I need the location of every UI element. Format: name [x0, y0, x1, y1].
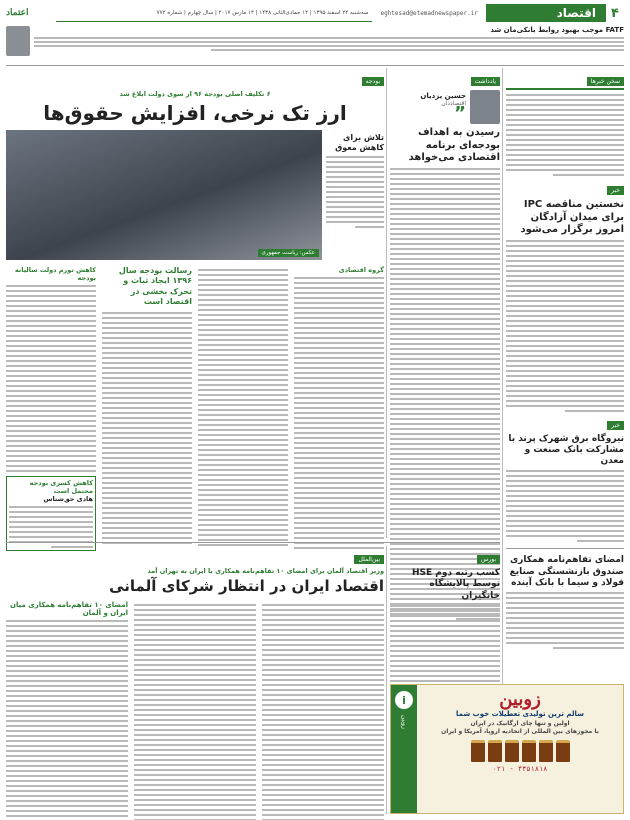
photo-caption: عکس: ریاست جمهوری [258, 249, 319, 257]
opinion-role: اقتصاددان [441, 100, 466, 108]
quote-icon: ” [454, 103, 466, 125]
lead-section-label: گروه اقتصادی [338, 266, 384, 274]
opinion-author: حسین یزدیان [420, 92, 466, 101]
ipc-body [506, 240, 624, 412]
ipc-headline: نخستین مناقصه IPC برای میدان آزادگان امروز برگزار می‌شود [520, 199, 624, 235]
lead-body-col3 [102, 312, 192, 544]
lead-body-col2 [198, 269, 288, 546]
opinion-tag: یادداشت [471, 77, 500, 86]
lead-side-title: تلاش برای کاهش معوق [335, 133, 384, 152]
info-icon: i [395, 691, 413, 709]
germany-story [6, 546, 384, 814]
germany-headline: اقتصاد ایران در انتظار شرکای آلمانی [109, 577, 384, 595]
lead-author-box [6, 476, 96, 551]
fund-headline: امضای تفاهم‌نامه همکاری صندوق بازنشستگی صنایع فولاد و سیما با بانک آینده [509, 555, 624, 588]
germany-tag: بین‌الملل [354, 555, 384, 564]
top-news-body [34, 37, 624, 51]
opinion-column [390, 68, 500, 538]
right-column-tag: سخن خبر‌ها [587, 77, 624, 86]
lead-subhead-2: کاهش کسری بودجه محتمل است [29, 479, 93, 495]
page-number: ۴ [611, 5, 619, 21]
lead-kicker: ۶ تکلیف اصلی بودجه ۹۶ از سوی دولت ابلاغ شد [119, 90, 271, 98]
power-plant-body [506, 470, 624, 542]
page-header [6, 4, 624, 22]
ad-brand: زوبین [499, 689, 541, 710]
news-bullets [506, 94, 624, 176]
hse-headline: کسب رتبه دوم HSE توسط پالایشگاه خانگیران [412, 568, 500, 601]
right-column [506, 68, 624, 708]
fund-body [506, 592, 624, 649]
lead-headline: ارز تک نرخی، افزایش حقوق‌ها [43, 101, 347, 125]
advertisement[interactable] [390, 684, 624, 814]
right-news-tag-1: خبر [607, 186, 624, 195]
opinion-author-photo [470, 90, 500, 124]
lead-pull-quote: رسالت بودجه سال ۱۳۹۶ ایجاد ثبات و تحرک بخشی در اقتصاد است [118, 266, 192, 307]
lead-body-col1 [294, 277, 384, 549]
dateline: سه‌شنبه ۲۴ اسفند ۱۳۹۵ | ۱۴ جمادی‌الثانی ۱۴۳۸ | ۱۴ مارس ۲۰۱۷ | سال چهارم | شماره ۷۷۲ [56, 4, 372, 22]
lead-body-col4 [6, 285, 96, 472]
germany-kicker: وزیر اقتصاد آلمان برای امضای ۱۰ تفاهم‌نامه همکاری با ایران به تهران آمد [147, 567, 384, 575]
section-title: اقتصاد [486, 4, 606, 22]
opinion-headline: رسیدن به اهداف بودجه‌ای برنامه اقتصادی می‌خواهد [408, 127, 500, 163]
lead-subhead-1: کاهش تورم دولت سالیانه بودجه [14, 266, 96, 282]
top-news-avatar [6, 26, 30, 56]
ad-slogan-2: اولین و تنها چای ارگانیک در ایران [470, 719, 570, 727]
germany-subhead: امضای ۱۰ تفاهم‌نامه همکاری میان ایران و آلمان [10, 601, 128, 617]
ad-slogan-3: با مجوزهای بین المللی از اتحادیه اروپا، آمریکا و ایران [441, 728, 599, 736]
lead-box-author: هادی حق‌شناس [43, 495, 93, 503]
ad-product-jars [421, 740, 619, 762]
top-news-strip [6, 26, 624, 66]
page-grid [6, 68, 624, 814]
hse-tag: بورس [477, 555, 500, 564]
newspaper-logo: اعتماد [6, 8, 29, 18]
power-plant-headline: نیروگاه برق شهرک پرند با مشارکت بانک صنعت و معدن [508, 433, 624, 466]
ad-phone[interactable]: ۰۲۱ - ۴۴۵۱۸۱۸ [492, 764, 548, 773]
section-email[interactable]: eghtesad@etemadnewspaper.ir [380, 9, 478, 17]
lead-side-body [326, 156, 384, 228]
lead-tag: بودجه [362, 77, 384, 86]
ad-side-text: زوبین [400, 715, 408, 729]
lead-photo [6, 130, 322, 260]
top-news-title: FATF موجب بهبود روابط بانکی‌مان شد [490, 26, 624, 34]
right-news-tag-2: خبر [607, 421, 624, 430]
ad-slogan: سالم ترین تولیدی تعطیلات خوب شما [456, 710, 584, 718]
lead-story [6, 68, 384, 538]
